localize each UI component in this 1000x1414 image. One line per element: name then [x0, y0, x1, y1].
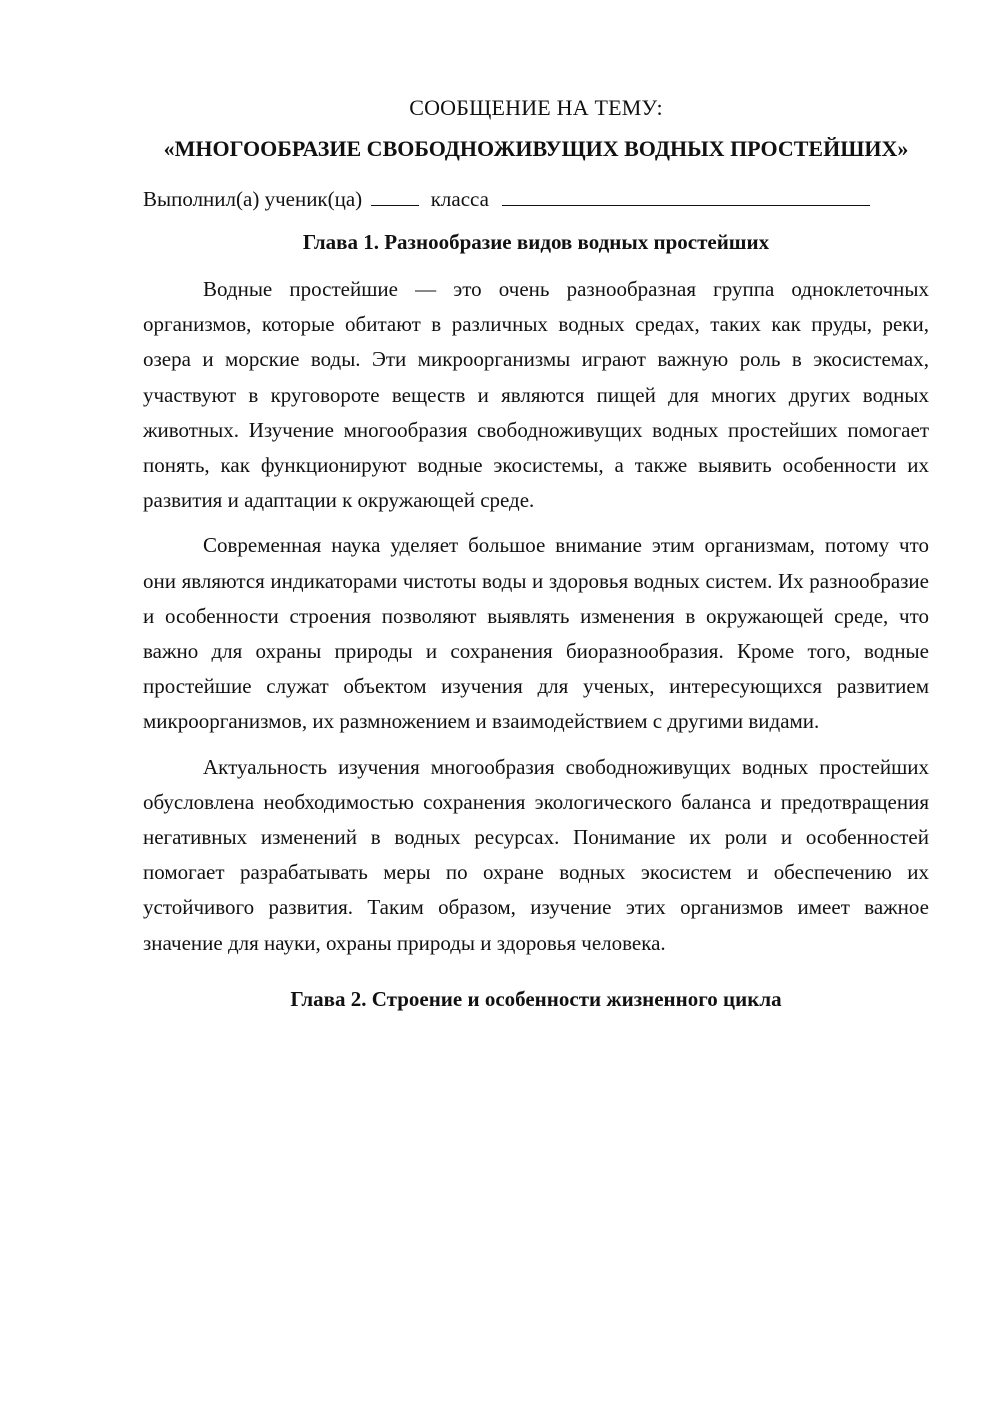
report-title: «МНОГООБРАЗИЕ СВОБОДНОЖИВУЩИХ ВОДНЫХ ПРОСТЕЙШИХ» [163, 136, 909, 161]
report-subject-line: СООБЩЕНИЕ НА ТЕМУ: [409, 95, 663, 120]
document-page [143, 92, 929, 1029]
author-line [143, 182, 929, 216]
chapter-1-paragraph: Актуальность изучения многообразия свободноживущих водных простейших обусловлена необходимостью сохранения экологического баланса и предотвращения негативных изменений в водных ресурсах. Понимание их роли и особенностей помогает разрабатывать меры по охране водных экосистем и обеспечению их устойчивого развития. Таким образом, изучение этих организмов имеет важное значение для науки, охраны природы и здоровья человека. [143, 754, 929, 955]
chapter-1-paragraph: Современная наука уделяет большое внимание этим организмам, потому что они являются индикаторами чистоты воды и здоровья водных систем. Их разнообразие и особенности строения позволяют выявлять изменения в окружающей среде, что важно для охраны природы и сохранения биоразнообразия. Кроме того, водные простейшие служат объектом изучения для ученых, интересующихся развитием микроорганизмов, их размножением и взаимодействием с другими видами. [143, 533, 929, 734]
chapter-1-paragraph: Водные простейшие — это очень разнообразная группа одноклеточных организмов, которые обитают в различных водных средах, таких как пруды, реки, озера и морские воды. Эти микроорганизмы играют важную роль в экосистемах, участвуют в круговороте веществ и являются пищей для многих других водных животных. Изучение многообразия свободноживущих водных простейших помогает понять, как функционируют водные экосистемы, а также выявить особенности их развития и адаптации к окружающей среде. [143, 277, 929, 513]
chapter-1-heading: Глава 1. Разнообразие видов водных простейших [302, 230, 770, 254]
chapter-2-heading: Глава 2. Строение и особенности жизненного цикла [290, 986, 782, 1011]
performed-by-label: Выполнил(а) ученик(ца) [143, 187, 363, 211]
student-name-blank[interactable] [502, 183, 870, 206]
class-number-blank[interactable] [371, 183, 419, 206]
class-label: класса [430, 187, 489, 211]
